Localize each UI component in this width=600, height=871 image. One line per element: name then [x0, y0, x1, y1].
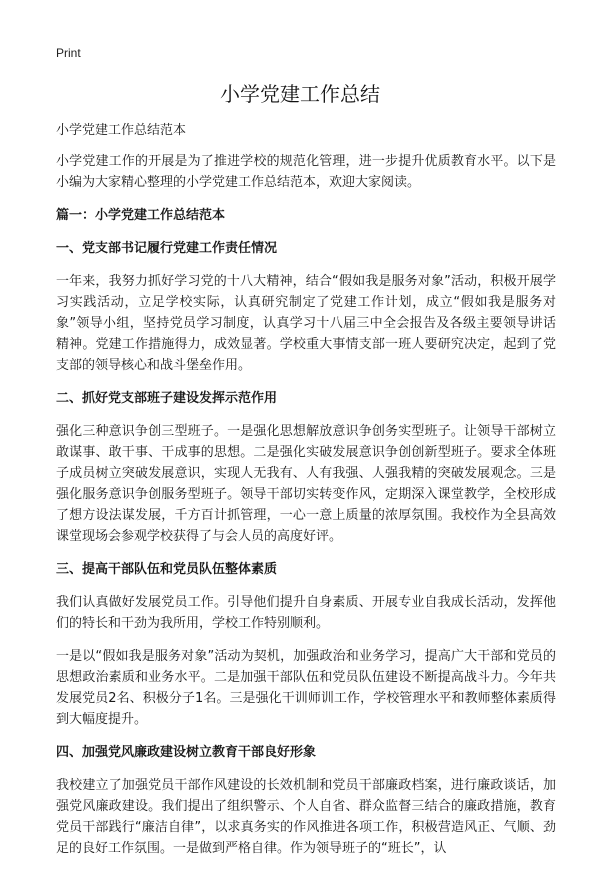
section-3-paragraph-1: 我们认真做好发展党员工作。引导他们提升自身素质、开展专业自我成长活动，发挥他们的特长和干劲为我所用，学校工作特别顺利。: [56, 595, 556, 631]
print-link[interactable]: Print: [56, 46, 81, 60]
document-body: [56, 120, 556, 871]
chapter-heading: 篇一：小学党建工作总结范本: [56, 208, 226, 223]
section-2-heading: 二、抓好党支部班子建设发挥示范作用: [56, 391, 278, 406]
intro-paragraph: 小学党建工作的开展是为了推进学校的规范化管理，进一步提升优质教育水平。以下是小编为大家精心整理的小学党建工作总结范本，欢迎大家阅读。: [56, 154, 556, 190]
section-4-paragraph-1: 我校建立了加强党员干部作风建设的长效机制和党员干部廉政档案，进行廉政谈话，加强党风廉政建设。我们提出了组织警示、个人自省、群众监督三结合的廉政措施，教育党员干部践行“廉洁自律”，以求真务实的作风推进各项工作，积极营造风正、气顺、劲足的良好工作氛围。一是做到严格自律。作为领导班子的“班长”，认: [56, 778, 556, 856]
section-3-heading: 三、提高干部队伍和党员队伍整体素质: [56, 562, 278, 577]
section-1-paragraph-1: 一年来，我努力抓好学习党的十八大精神，结合“假如我是服务对象”活动，积极开展学习实践活动，立足学校实际，认真研究制定了党建工作计划，成立“假如我是服务对象”领导小组，坚持党员学习制度，认真学习十八届三中全会报告及各级主要领导讲话精神。党建工作措施得力，成效显著。学校重大事情支部一班人要研究决定，起到了党支部的领导核心和战斗堡垒作用。: [56, 274, 556, 373]
section-2-paragraph-1: 强化三种意识争创三型班子。一是强化思想解放意识争创务实型班子。让领导干部树立敢谋事、敢干事、干成事的思想。二是强化实破发展意识争创创新型班子。要求全体班子成员树立突破发展意识，实现人无我有、人有我强、人强我精的突破发展观念。三是强化服务意识争创服务型班子。领导干部切实转变作风，定期深入课堂教学，全校形成了想方设法谋发展，千方百计抓管理，一心一意上质量的浓厚氛围。我校作为全县高效课堂现场会参观学校获得了与会人员的高度好评。: [56, 424, 556, 544]
section-1-heading: 一、党支部书记履行党建工作责任情况: [56, 241, 278, 256]
section-4-heading: 四、加强党风廉政建设树立教育干部良好形象: [56, 745, 317, 760]
section-3-paragraph-2: 一是以“假如我是服务对象”活动为契机，加强政治和业务学习，提高广大干部和党员的思想政治素质和业务水平。二是加强干部队伍和党员队伍建设不断提高战斗力。今年共发展党员2名、积极分子1名。三是强化干训师训工作，学校管理水平和教师整体素质得到大幅度提升。: [56, 649, 556, 727]
page-title: 小学党建工作总结: [220, 82, 380, 106]
document-subtitle: 小学党建工作总结范本: [56, 123, 187, 138]
